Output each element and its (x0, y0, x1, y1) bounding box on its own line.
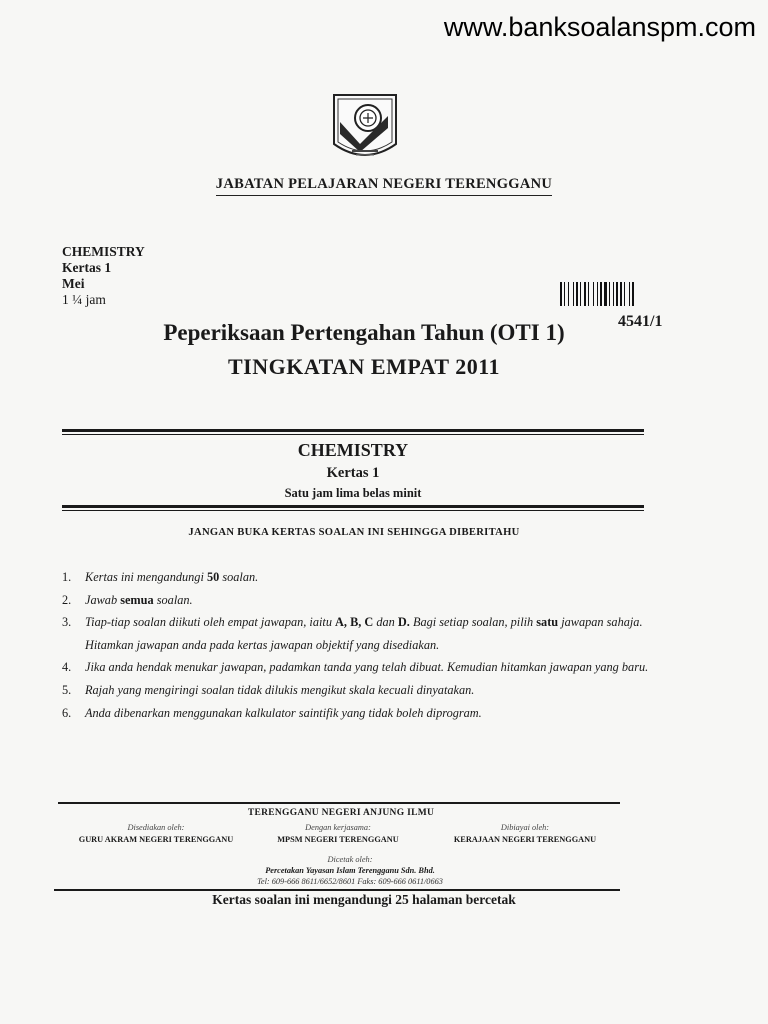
footer-funded: Dibiayai oleh: KERAJAAN NEGERI TERENGGANU (453, 823, 597, 844)
instruction-item: 4. Jika anda hendak menukar jawapan, padamkan tanda yang telah dibuat. Kemudian hitamkan jawapan yang baru. (62, 660, 649, 675)
meta-paper: Kertas 1 (62, 260, 112, 275)
subject-box-duration: Satu jam lima belas minit (284, 486, 422, 500)
exam-title: Peperiksaan Pertengahan Tahun (OTI 1) (163, 320, 565, 345)
meta-duration: 1 ¼ jam (62, 292, 106, 307)
jabatan-crest-logo (330, 92, 400, 166)
department-heading: JABATAN PELAJARAN NEGERI TERENGGANU (0, 176, 768, 193)
footer-prepared: Disediakan oleh: GURU AKRAM NEGERI TERENGGANU (78, 823, 234, 844)
divider-bottom (62, 505, 644, 508)
exam-level: TINGKATAN EMPAT 2011 (228, 354, 500, 379)
page-count-note: Kertas soalan ini mengandungi 25 halaman bercetak (212, 892, 516, 907)
instructions-list (62, 566, 662, 724)
meta-subject: CHEMISTRY (62, 244, 145, 259)
instruction-item: 2. Jawab semua soalan. (62, 592, 193, 607)
subject-box-paper: Kertas 1 (326, 465, 380, 481)
meta-month: Mei (62, 276, 85, 291)
footer-rule-top (58, 802, 620, 804)
divider-top-thin (62, 434, 644, 435)
footer-rule-bottom (54, 889, 620, 891)
instruction-item: 3. Tiap-tiap soalan diikuti oleh empat jawapan, iaitu A, B, C dan D. Bagi setiap soalan, pilih satu jawapan sahaja. Hitamkan jawapan anda pada kertas jawapan objektif yang disediakan. (62, 615, 643, 652)
instruction-item: 6. Anda dibenarkan menggunakan kalkulator saintifik yang tidak boleh diprogram. (62, 705, 482, 720)
footer-motto: TERENGGANU NEGERI ANJUNG ILMU (247, 808, 435, 818)
footer-printer: Dicetak oleh: Percetakan Yayasan Islam Terengganu Sdn. Bhd. Tel: 609-666 8611/6652/8601 Faks: 609-666 0611/0663 (257, 855, 443, 886)
footer-cooperation: Dengan kerjasama: MPSM NEGERI TERENGGANU (277, 823, 399, 844)
divider-top (62, 429, 644, 432)
instruction-item: 1. Kertas ini mengandungi 50 soalan. (62, 570, 259, 584)
warning-notice: JANGAN BUKA KERTAS SOALAN INI SEHINGGA DIBERITAHU (188, 527, 520, 538)
subject-meta (62, 244, 145, 308)
divider-bottom-thin (62, 510, 644, 511)
subject-box-title: CHEMISTRY (297, 440, 409, 460)
website-url: www.banksoalanspm.com (443, 12, 756, 42)
barcode (560, 282, 672, 306)
instruction-item: 5. Rajah yang mengiringi soalan tidak dilukis mengikut skala kecuali dinyatakan. (62, 682, 475, 697)
paper-code: 4541/1 (618, 313, 663, 330)
